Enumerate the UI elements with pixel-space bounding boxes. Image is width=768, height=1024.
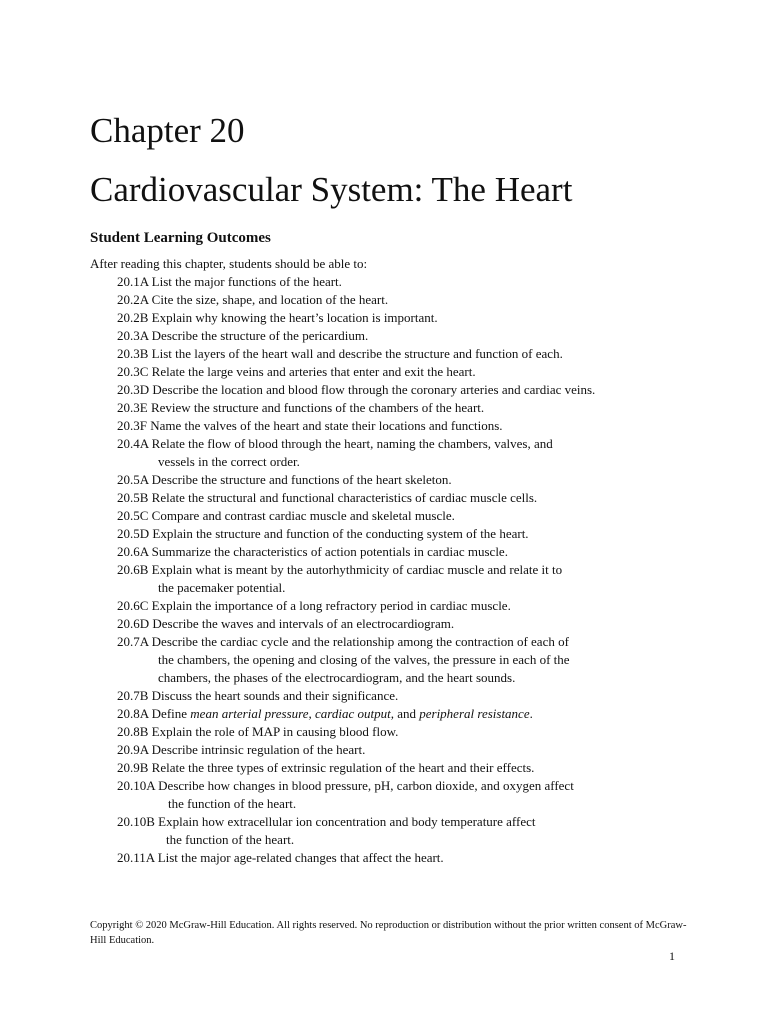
outcome-item: 20.7A Describe the cardiac cycle and the relationship among the contraction of each of: [117, 634, 569, 649]
outcome-continuation: chambers, the phases of the electrocardiogram, and the heart sounds.: [158, 670, 516, 685]
outcome-emphasis: mean arterial pressure, cardiac output,: [190, 706, 394, 721]
outcome-item: 20.5A Describe the structure and functions of the heart skeleton.: [117, 472, 452, 487]
outcome-item: 20.2A Cite the size, shape, and location of the heart.: [117, 292, 389, 307]
outcome-item: 20.6A Summarize the characteristics of action potentials in cardiac muscle.: [117, 544, 508, 559]
outcome-text: .: [529, 706, 533, 721]
outcome-item: 20.9B Relate the three types of extrinsic regulation of the heart and their effects.: [117, 760, 535, 775]
outcome-continuation: vessels in the correct order.: [158, 454, 300, 469]
outcome-continuation: the pacemaker potential.: [158, 580, 286, 595]
outcome-text: 20.8A Define: [117, 706, 191, 721]
outcome-item: 20.9A Describe intrinsic regulation of the heart.: [117, 742, 366, 757]
outcome-item: 20.5C Compare and contrast cardiac muscle and skeletal muscle.: [117, 508, 455, 523]
outcome-emphasis: peripheral resistance: [419, 706, 530, 721]
outcome-item: [117, 705, 595, 723]
outcome-item: 20.10A Describe how changes in blood pressure, pH, carbon dioxide, and oxygen affect: [117, 778, 574, 793]
outcome-item: 20.4A Relate the flow of blood through the heart, naming the chambers, valves, and: [117, 436, 553, 451]
outcome-item: 20.3E Review the structure and functions of the chambers of the heart.: [117, 400, 485, 415]
section-heading: Student Learning Outcomes: [90, 230, 271, 246]
outcome-continuation: the function of the heart.: [166, 832, 295, 847]
outcome-item: 20.10B Explain how extracellular ion concentration and body temperature affect: [117, 814, 536, 829]
outcome-item: 20.8B Explain the role of MAP in causing blood flow.: [117, 724, 399, 739]
intro-text: After reading this chapter, students should be able to:: [90, 256, 368, 271]
page-number: 1: [669, 949, 675, 963]
outcome-item: 20.3F Name the valves of the heart and state their locations and functions.: [117, 418, 503, 433]
outcome-item: 20.5B Relate the structural and functional characteristics of cardiac muscle cells.: [117, 490, 538, 505]
outcome-item: 20.6C Explain the importance of a long refractory period in cardiac muscle.: [117, 598, 511, 613]
outcome-item: 20.6D Describe the waves and intervals of an electrocardiogram.: [117, 616, 455, 631]
outcome-continuation: the function of the heart.: [168, 796, 297, 811]
outcome-item: 20.3C Relate the large veins and arteries that enter and exit the heart.: [117, 364, 476, 379]
outcome-item: 20.3A Describe the structure of the pericardium.: [117, 328, 369, 343]
outcome-item: 20.3D Describe the location and blood flow through the coronary arteries and cardiac veins.: [117, 382, 596, 397]
outcome-text: and: [393, 706, 420, 721]
learning-outcomes-list: [117, 273, 595, 867]
chapter-number: Chapter 20: [90, 111, 245, 150]
outcome-continuation: the chambers, the opening and closing of the valves, the pressure in each of the: [158, 652, 570, 667]
outcome-item: 20.1A List the major functions of the heart.: [117, 274, 342, 289]
outcome-item: 20.2B Explain why knowing the heart’s location is important.: [117, 310, 438, 325]
outcome-item: 20.3B List the layers of the heart wall and describe the structure and function of each.: [117, 346, 563, 361]
chapter-title: Cardiovascular System: The Heart: [90, 170, 573, 209]
copyright-notice: Copyright © 2020 McGraw-Hill Education. All rights reserved. No reproduction or distribution without the prior written consent of McGraw-Hill Education.: [90, 920, 687, 946]
outcome-item: 20.7B Discuss the heart sounds and their significance.: [117, 688, 399, 703]
outcome-item: 20.5D Explain the structure and function of the conducting system of the heart.: [117, 526, 529, 541]
outcome-item: 20.6B Explain what is meant by the autorhythmicity of cardiac muscle and relate it to: [117, 562, 563, 577]
outcome-item: 20.11A List the major age-related changes that affect the heart.: [117, 850, 444, 865]
